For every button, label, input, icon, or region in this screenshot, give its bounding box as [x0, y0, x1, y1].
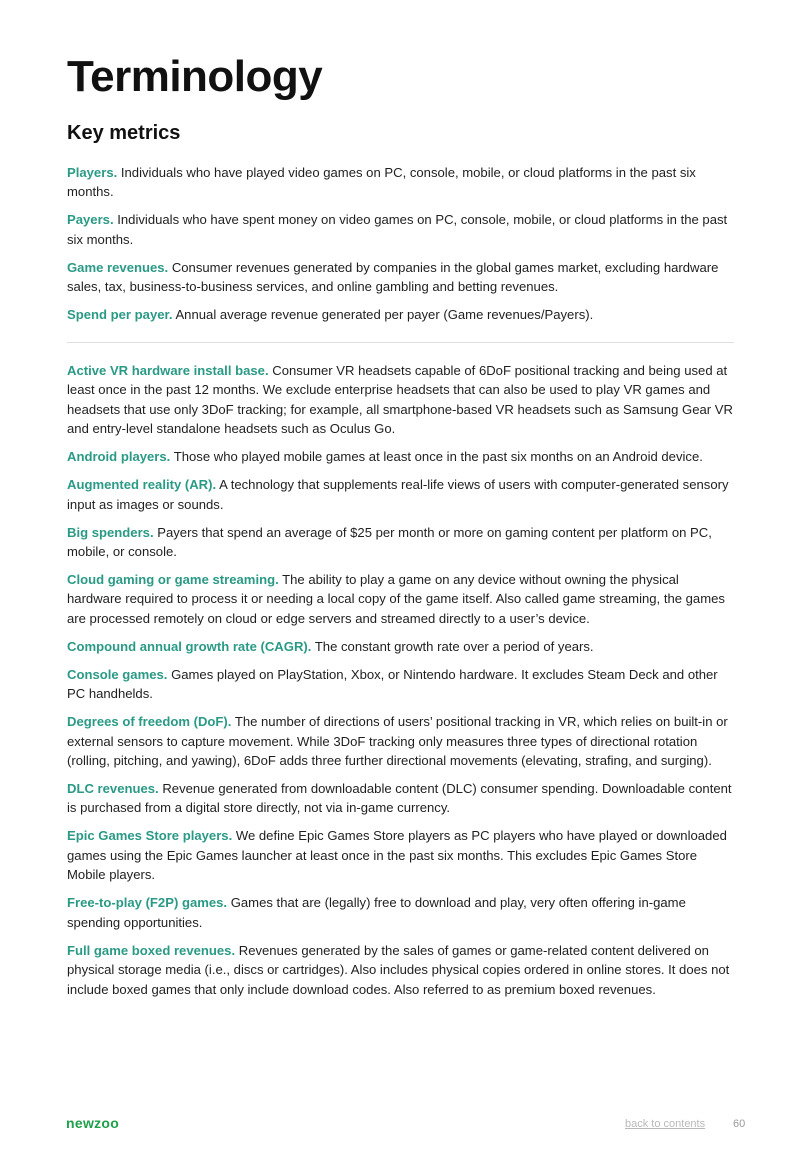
glossary-term: Big spenders. — [67, 524, 154, 540]
metric-term: Payers. — [67, 212, 114, 228]
glossary-term: Full game boxed revenues. — [67, 942, 236, 958]
glossary-term: Free-to-play (F2P) games. — [67, 895, 228, 911]
term-entry-augmented-reality — [67, 475, 734, 514]
glossary-definition: The number of directions of users’ positional tracking in VR, which relies on built-in or external sensors to capture movement. While 3DoF tracking only measures three types of directional rotation (rolling, pitching, and yawing), 6DoF adds three further directional movements (elevating, strafing, and surging). — [67, 714, 728, 769]
metric-term: Game revenues. — [67, 259, 169, 275]
glossary-definition: Revenue generated from downloadable content (DLC) consumer spending. Downloadable content is purchased from a digital store directly, not via in-game currency. — [67, 781, 732, 816]
glossary-definition: Consumer VR headsets capable of 6DoF positional tracking and being used at least once in the past 12 months. We exclude enterprise headsets that can also be used to play VR games and headsets that use only 3DoF tracking; for example, all smartphone-based VR headsets such as Samsung Gear VR and entry-level standalone headsets such as Oculus Go. — [67, 363, 733, 437]
term-entry-degrees-of-freedom — [67, 712, 734, 770]
term-entry-epic-games-store-players — [67, 826, 734, 884]
glossary-term: Epic Games Store players. — [67, 828, 233, 844]
term-entry-android-players — [67, 447, 734, 466]
term-entry-dlc-revenues — [67, 779, 734, 818]
glossary-definition: We define Epic Games Store players as PC players who have played or downloaded games using the Epic Games launcher at least once in the past six months. This excludes Epic Games Store Mobile players. — [67, 828, 727, 883]
glossary-definition: Those who played mobile games at least once in the past six months on an Android device. — [173, 449, 703, 465]
section-subtitle-key-metrics: Key metrics — [67, 122, 181, 144]
section-divider — [67, 342, 734, 343]
term-entry-cloud-gaming — [67, 570, 734, 628]
key-metrics-list — [67, 163, 734, 333]
page-title: Terminology — [67, 52, 323, 101]
metric-definition: Consumer revenues generated by companies in the global games market, excluding hardware sales, tax, business-to-business services, and online gambling and betting revenues. — [67, 259, 719, 295]
term-entry-cagr — [67, 637, 734, 656]
glossary-definition: The ability to play a game on any device without owning the physical hardware required to process it or needing a local copy of the game itself. Also called game streaming, the games are processed remotely on cloud or edge servers and streamed directly to a user’s device. — [67, 572, 725, 626]
metric-term: Players. — [67, 165, 118, 180]
metric-definition: Individuals who have played video games on PC, console, mobile, or cloud platforms in the past six months. — [67, 165, 696, 200]
term-entry-active-vr — [67, 361, 734, 439]
term-entry-full-game-boxed-revenues — [67, 941, 734, 999]
glossary-definition: Games that are (legally) free to download and play, very often offering in-game spending opportunities. — [67, 895, 686, 930]
glossary-term: Compound annual growth rate (CAGR). — [67, 638, 312, 654]
glossary-definition: A technology that supplements real-life views of users with computer-generated sensory input as images or sounds. — [67, 477, 729, 512]
metric-entry-spend-per-payer — [67, 305, 734, 324]
newzoo-logo: newzoo — [66, 1115, 120, 1131]
term-entry-free-to-play — [67, 893, 734, 932]
glossary-definition: Revenues generated by the sales of games or game-related content delivered on physical storage media (i.e., discs or cartridges). Also includes physical copies ordered in online stores. It does not include boxed games that only include download codes. Also referred to as premium boxed revenues. — [67, 942, 730, 997]
back-to-contents-link[interactable]: back to contents — [625, 1118, 706, 1130]
terms-list — [67, 361, 734, 1008]
glossary-term: DLC revenues. — [67, 781, 159, 797]
glossary-term: Cloud gaming or game streaming. — [67, 572, 279, 588]
glossary-term: Console games. — [67, 666, 168, 682]
metric-entry-game-revenues — [67, 258, 734, 297]
glossary-definition: Payers that spend an average of $25 per month or more on gaming content per platform on PC, mobile, or console. — [67, 524, 712, 560]
metric-definition: Annual average revenue generated per payer (Game revenues/Payers). — [175, 307, 594, 323]
metric-entry-payers — [67, 210, 734, 249]
metric-term: Spend per payer. — [67, 307, 173, 323]
metric-entry-players — [67, 163, 734, 202]
glossary-definition: The constant growth rate over a period of years. — [314, 638, 594, 654]
term-entry-big-spenders — [67, 523, 734, 562]
glossary-definition: Games played on PlayStation, Xbox, or Nintendo hardware. It excludes Steam Deck and other PC handhelds. — [67, 666, 718, 702]
glossary-term: Android players. — [67, 449, 171, 465]
glossary-term: Augmented reality (AR). — [67, 477, 217, 493]
metric-definition: Individuals who have spent money on video games on PC, console, mobile, or cloud platforms in the past six months. — [67, 212, 728, 247]
page-number: 60 — [733, 1118, 746, 1130]
glossary-term: Degrees of freedom (DoF). — [67, 714, 232, 730]
term-entry-console-games — [67, 665, 734, 704]
glossary-term: Active VR hardware install base. — [67, 363, 269, 378]
